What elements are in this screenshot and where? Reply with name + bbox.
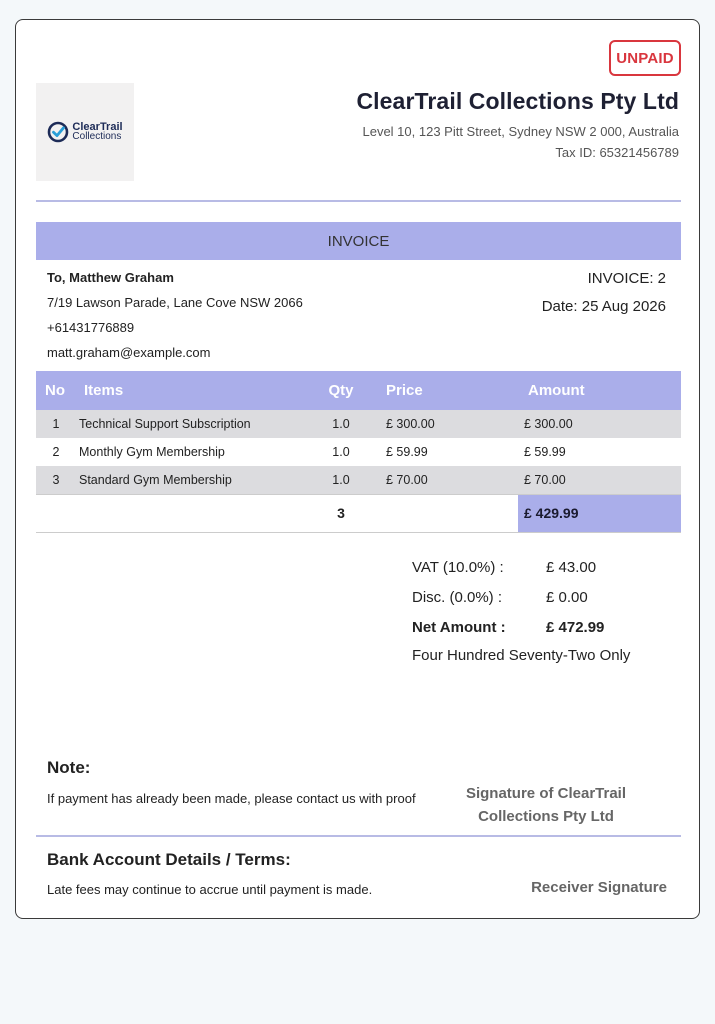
discount-value: £ 0.00 [546,588,588,606]
row-price: £ 59.99 [368,438,518,466]
note-heading: Note: [47,758,91,777]
total-qty: 3 [314,494,368,532]
logo-text-line2: Collections [72,131,122,142]
header-items: Items [76,371,314,410]
discount-row [412,582,666,612]
totals-summary [412,552,666,668]
receiver-signature-label: Receiver Signature [531,879,667,896]
table-row [36,438,681,466]
discount-label: Disc. (0.0%) : [412,588,503,606]
row-amount: £ 300.00 [518,410,681,438]
bank-terms-heading: Bank Account Details / Terms: [47,850,291,869]
customer-phone: +61431776889 [47,320,135,335]
row-no: 2 [36,438,76,466]
invoice-banner: INVOICE [36,222,681,260]
line-items-table [36,371,681,533]
note-text: If payment has already been made, please contact us with proof [47,791,416,806]
row-no: 1 [36,410,76,438]
customer-email: matt.graham@example.com [47,345,211,360]
company-logo [36,83,134,181]
row-item: Monthly Gym Membership [76,438,314,466]
company-tax-id: Tax ID: 65321456789 [555,145,679,160]
row-item: Technical Support Subscription [76,410,314,438]
invoice-date: Date: 25 Aug 2026 [541,298,666,315]
total-amount: £ 429.99 [518,494,681,532]
table-total-row [36,494,681,532]
header-price: Price [368,371,518,410]
header-no: No [36,371,76,410]
net-amount-label: Net Amount : [412,618,506,636]
customer-name: To, Matthew Graham [47,270,174,285]
header-divider [36,200,681,202]
row-qty: 1.0 [314,466,368,494]
row-qty: 1.0 [314,410,368,438]
vat-label: VAT (10.0%) : [412,558,504,576]
invoice-meta [542,270,666,326]
net-amount-row [412,612,666,642]
table-row [36,410,681,438]
footer-divider [36,835,681,837]
net-amount-value: £ 472.99 [546,618,605,636]
row-amount: £ 59.99 [518,438,681,466]
bank-terms-text: Late fees may continue to accrue until payment is made. [47,882,373,897]
company-address: Level 10, 123 Pitt Street, Sydney NSW 2 000, Australia [362,124,679,139]
row-amount: £ 70.00 [518,466,681,494]
company-name: ClearTrail Collections Pty Ltd [356,88,679,114]
row-price: £ 300.00 [368,410,518,438]
customer-address: 7/19 Lawson Parade, Lane Cove NSW 2066 [47,295,303,310]
row-price: £ 70.00 [368,466,518,494]
header-qty: Qty [314,371,368,410]
vat-value: £ 43.00 [546,558,597,576]
header-amount: Amount [518,371,681,410]
table-row [36,466,681,494]
row-qty: 1.0 [314,438,368,466]
unpaid-stamp: UNPAID [609,40,681,76]
row-item: Standard Gym Membership [76,466,314,494]
amount-in-words: Four Hundred Seventy-Two Only [412,647,631,664]
vat-row [412,552,666,582]
invoice-number: INVOICE: 2 [587,270,666,287]
table-header-row [36,371,681,410]
bill-to-block [47,270,303,370]
invoice-page [15,19,700,919]
company-header [356,88,679,160]
logo-text-line1: ClearTrail [72,121,123,133]
company-signature-label: Signature of ClearTrail Collections Pty Ltd [465,785,627,825]
row-no: 3 [36,466,76,494]
checkmark-logo-icon [47,121,69,143]
